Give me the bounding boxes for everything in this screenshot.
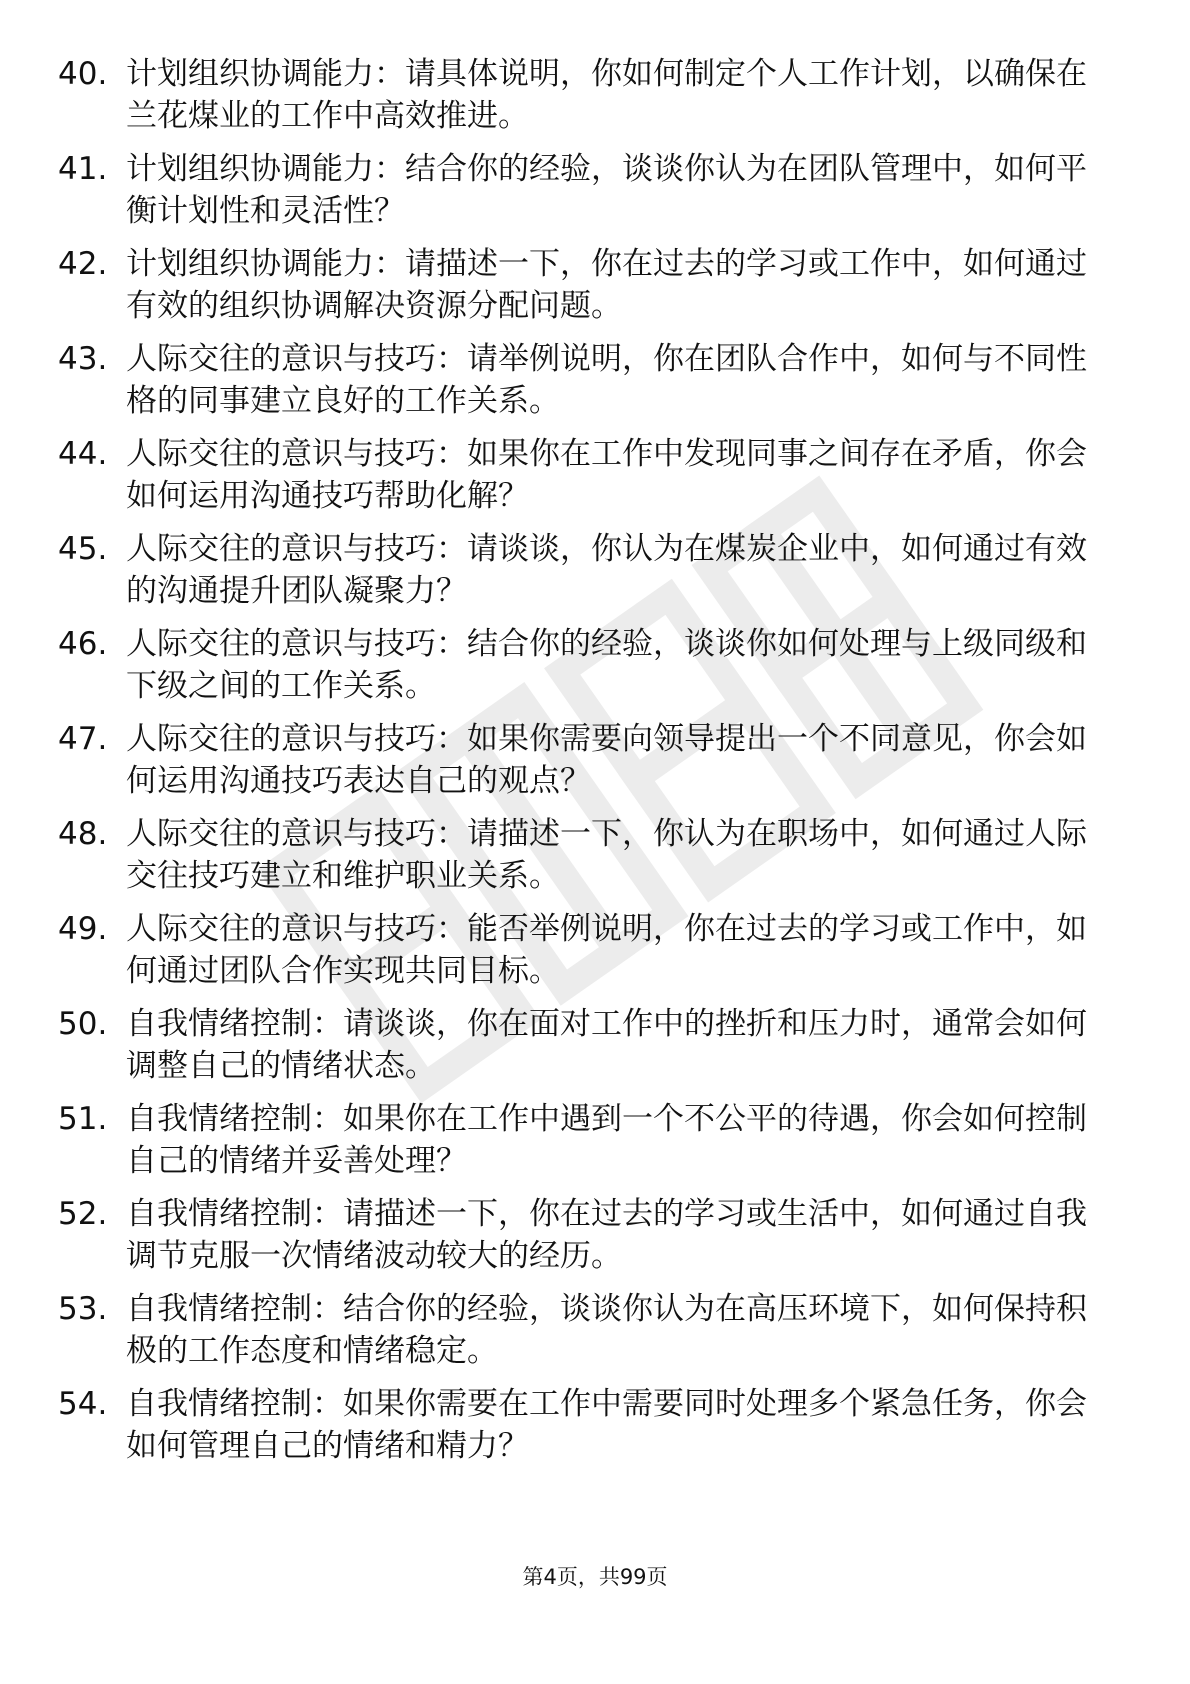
question-text: 计划组织协调能力：结合你的经验，谈谈你认为在团队管理中，如何平衡计划性和灵活性？	[126, 151, 1087, 229]
question-number: 54.	[58, 1386, 108, 1422]
question-number: 48.	[58, 816, 108, 852]
list-item	[58, 338, 1118, 428]
question-number: 44.	[58, 436, 108, 472]
list-item	[58, 148, 1118, 238]
list-item	[58, 243, 1118, 333]
question-text: 自我情绪控制：请谈谈，你在面对工作中的挫折和压力时，通常会如何调整自己的情绪状态。	[126, 1006, 1087, 1084]
question-text: 自我情绪控制：如果你需要在工作中需要同时处理多个紧急任务，你会如何管理自己的情绪和精力？	[126, 1386, 1087, 1464]
list-item	[58, 718, 1118, 808]
question-number: 53.	[58, 1291, 108, 1327]
question-text: 自我情绪控制：请描述一下，你在过去的学习或生活中，如何通过自我调节克服一次情绪波动较大的经历。	[126, 1196, 1087, 1274]
question-number: 46.	[58, 626, 108, 662]
question-number: 40.	[58, 56, 108, 92]
question-text: 人际交往的意识与技巧：能否举例说明，你在过去的学习或工作中，如何通过团队合作实现共同目标。	[126, 911, 1087, 989]
question-number: 43.	[58, 341, 108, 377]
list-item	[58, 623, 1118, 713]
question-text: 自我情绪控制：结合你的经验，谈谈你认为在高压环境下，如何保持积极的工作态度和情绪稳定。	[126, 1291, 1087, 1369]
question-text: 人际交往的意识与技巧：请谈谈，你认为在煤炭企业中，如何通过有效的沟通提升团队凝聚力？	[126, 531, 1087, 609]
list-item	[58, 53, 1118, 143]
question-text: 人际交往的意识与技巧：请举例说明，你在团队合作中，如何与不同性格的同事建立良好的工作关系。	[126, 341, 1087, 419]
list-item	[58, 1288, 1118, 1378]
question-text: 自我情绪控制：如果你在工作中遇到一个不公平的待遇，你会如何控制自己的情绪并妥善处理？	[126, 1101, 1087, 1179]
list-item	[58, 908, 1118, 998]
question-number: 49.	[58, 911, 108, 947]
question-text: 人际交往的意识与技巧：请描述一下，你认为在职场中，如何通过人际交往技巧建立和维护职业关系。	[126, 816, 1087, 894]
list-item	[58, 1383, 1118, 1473]
list-item	[58, 813, 1118, 903]
list-item	[58, 433, 1118, 523]
question-number: 50.	[58, 1006, 108, 1042]
question-text: 人际交往的意识与技巧：如果你在工作中发现同事之间存在矛盾，你会如何运用沟通技巧帮助化解？	[126, 436, 1087, 514]
list-item	[58, 1098, 1118, 1188]
question-text: 人际交往的意识与技巧：结合你的经验，谈谈你如何处理与上级同级和下级之间的工作关系。	[126, 626, 1087, 704]
question-number: 47.	[58, 721, 108, 757]
question-text: 人际交往的意识与技巧：如果你需要向领导提出一个不同意见，你会如何运用沟通技巧表达自己的观点？	[126, 721, 1087, 799]
question-text: 计划组织协调能力：请描述一下，你在过去的学习或工作中，如何通过有效的组织协调解决资源分配问题。	[126, 246, 1087, 324]
list-item	[58, 1003, 1118, 1093]
question-number: 51.	[58, 1101, 108, 1137]
list-item	[58, 528, 1118, 618]
question-number: 52.	[58, 1196, 108, 1232]
question-number: 42.	[58, 246, 108, 282]
list-item	[58, 1193, 1118, 1283]
page-number: 第4页，共99页	[522, 1565, 668, 1589]
question-text: 计划组织协调能力：请具体说明，你如何制定个人工作计划，以确保在兰花煤业的工作中高效推进。	[126, 56, 1087, 134]
question-number: 45.	[58, 531, 108, 567]
question-number: 41.	[58, 151, 108, 187]
